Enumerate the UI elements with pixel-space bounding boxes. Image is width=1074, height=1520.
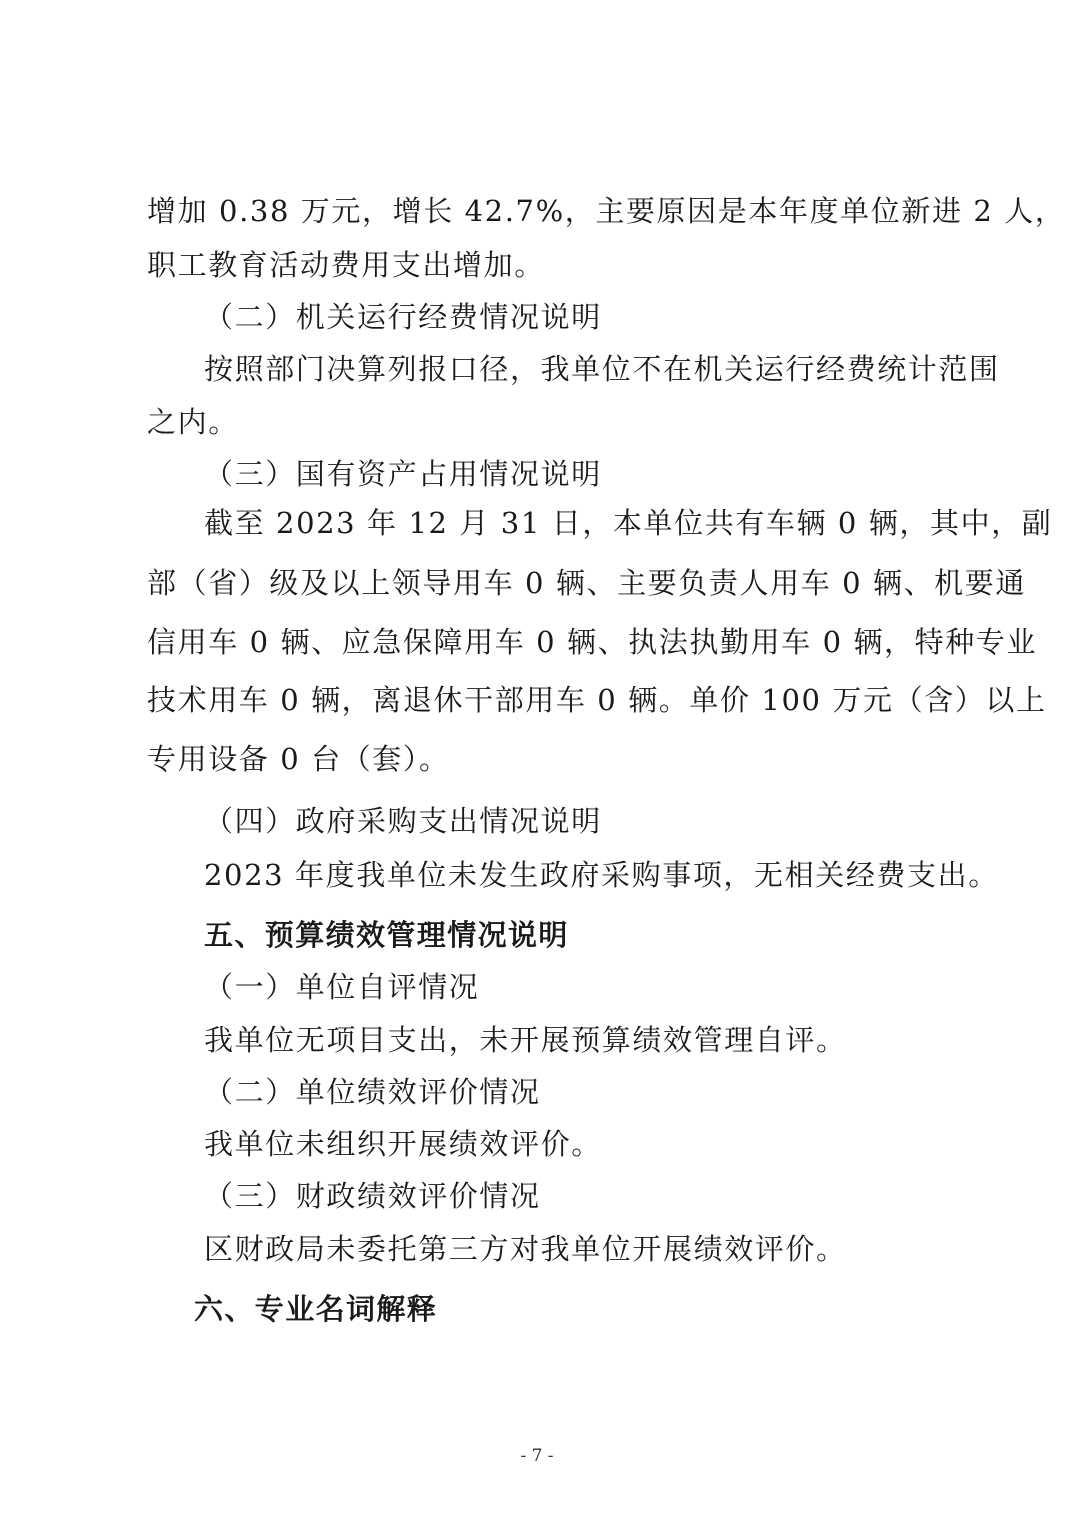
subsection-heading: （四）政府采购支出情况说明	[204, 804, 602, 838]
body-paragraph-line: 职工教育活动费用支出增加。	[147, 248, 545, 282]
subsection-heading: （一）单位自评情况	[204, 970, 480, 1004]
body-paragraph-line: 2023 年度我单位未发生政府采购事项，无相关经费支出。	[204, 858, 999, 892]
body-paragraph-line: 截至 2023 年 12 月 31 日，本单位共有车辆 0 辆，其中，副	[204, 506, 1053, 540]
body-paragraph-line: 区财政局未委托第三方对我单位开展绩效评价。	[204, 1232, 847, 1266]
section-heading: 六、专业名词解释	[194, 1292, 438, 1326]
body-paragraph-line: 技术用车 0 辆，离退休干部用车 0 辆。单价 100 万元（含）以上	[147, 683, 1047, 717]
body-paragraph-line: 之内。	[147, 405, 239, 439]
body-paragraph-line: 按照部门决算列报口径，我单位不在机关运行经费统计范围	[204, 352, 1000, 386]
subsection-heading: （三）财政绩效评价情况	[204, 1179, 541, 1213]
section-heading: 五、预算绩效管理情况说明	[204, 918, 569, 952]
body-paragraph-line: 我单位无项目支出，未开展预算绩效管理自评。	[204, 1023, 847, 1057]
body-paragraph-line: 部（省）级及以上领导用车 0 辆、主要负责人用车 0 辆、机要通	[147, 566, 1026, 600]
subsection-heading: （三）国有资产占用情况说明	[204, 457, 602, 491]
body-paragraph-line: 专用设备 0 台（套）。	[147, 742, 450, 776]
page-number: - 7 -	[520, 1446, 554, 1466]
body-paragraph-line: 我单位未组织开展绩效评价。	[204, 1127, 602, 1161]
body-paragraph-line: 增加 0.38 万元，增长 42.7%，主要原因是本年度单位新进 2 人，	[147, 194, 1066, 228]
subsection-heading: （二）单位绩效评价情况	[204, 1075, 541, 1109]
subsection-heading: （二）机关运行经费情况说明	[204, 300, 602, 334]
body-paragraph-line: 信用车 0 辆、应急保障用车 0 辆、执法执勤用车 0 辆，特种专业	[147, 625, 1038, 659]
